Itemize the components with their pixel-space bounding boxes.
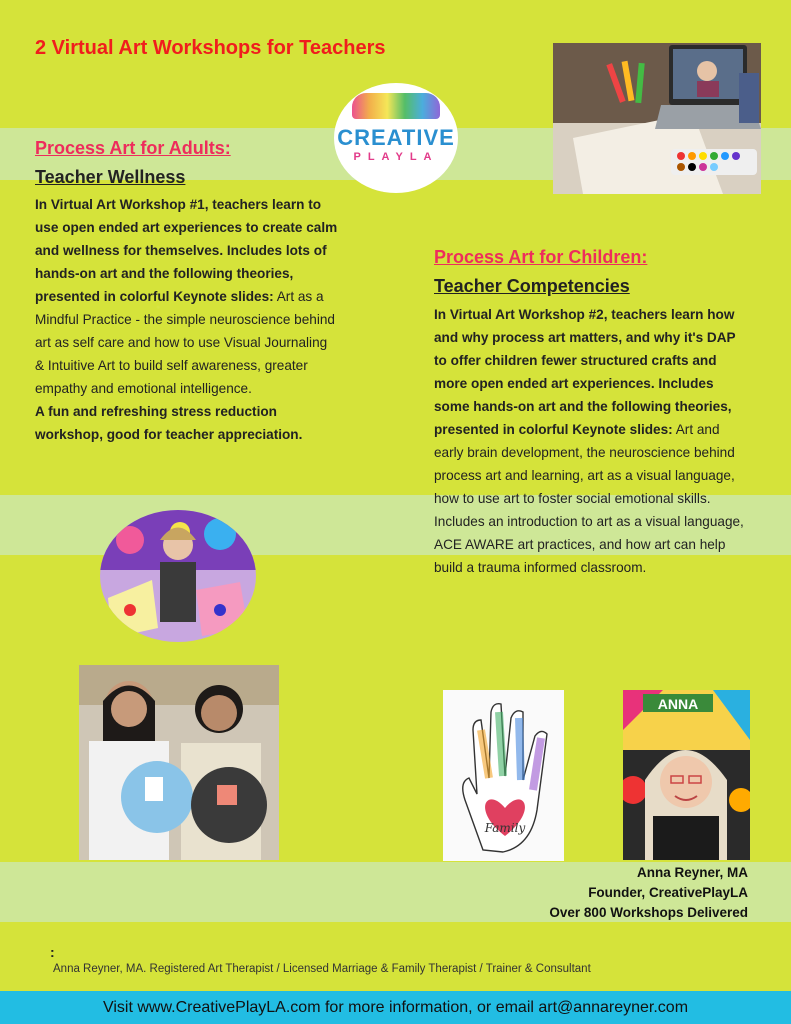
credit-role: Founder, CreativePlayLA (588, 885, 748, 900)
hand-art-word: Family (484, 821, 526, 835)
adults-description (35, 193, 340, 446)
children-heading: Process Art for Children: (434, 247, 648, 267)
logo-splash (352, 93, 440, 119)
children-description (434, 303, 744, 579)
adults-bold-intro: In Virtual Art Workshop #1, teachers learn to use open ended art experiences to create calm and wellness for themselves. Includes lots of hands-on art and the following theories, presented in colorful Keynote slides: (35, 197, 338, 304)
children-subheading: Teacher Competencies (434, 276, 630, 296)
anna-banner: ANNA (657, 696, 699, 712)
page-title: 2 Virtual Art Workshops for Teachers (35, 37, 386, 59)
credit-stat: Over 800 Workshops Delivered (549, 905, 748, 920)
founder-credit (549, 863, 748, 923)
logo-word-creative: CREATIVE (337, 125, 455, 150)
teachers-photo (79, 665, 279, 860)
paint-portrait-photo (100, 510, 256, 642)
adults-heading: Process Art for Adults: (35, 138, 231, 158)
children-bold-intro: In Virtual Art Workshop #2, teachers learn how and why process art matters, and why it's DAP to offer children fewer structured crafts and more open ended art experiences. Includes some hands-on art and the following theories, presented in colorful Keynote slides: (434, 307, 736, 437)
adults-bold-closing: A fun and refreshing stress reduction workshop, good for teacher appreciation. (35, 404, 303, 442)
credentials-footnote: Anna Reyner, MA. Registered Art Therapist / Licensed Marriage & Family Therapist / Trainer & Consultant (53, 963, 591, 975)
creativeplayla-logo (334, 83, 458, 193)
logo-word-playla: PLAYLA (353, 151, 439, 163)
adults-plain-text: Art as a Mindful Practice - the simple neuroscience behind art as self care and how to use Visual Journaling & Intuitive Art to build self awareness, greater empathy and emotional intelligence. (35, 289, 335, 396)
children-plain-text: Art and early brain development, the neuroscience behind process art and learning, art as a visual language, how to use art to foster social emotional skills. Includes an introduction to art as a visual language, ACE AWARE art practices, and how art can help build a trauma informed classroom. (434, 422, 744, 575)
footnote-colon: : (50, 944, 55, 960)
adults-subheading: Teacher Wellness (35, 167, 186, 187)
footer-contact: Visit www.CreativePlayLA.com for more information, or email art@annareyner.com (0, 991, 791, 1024)
laptop-workshop-photo (553, 43, 761, 194)
credit-name: Anna Reyner, MA (636, 865, 748, 880)
hand-artwork-photo (443, 690, 564, 861)
anna-portrait-photo (623, 690, 750, 860)
